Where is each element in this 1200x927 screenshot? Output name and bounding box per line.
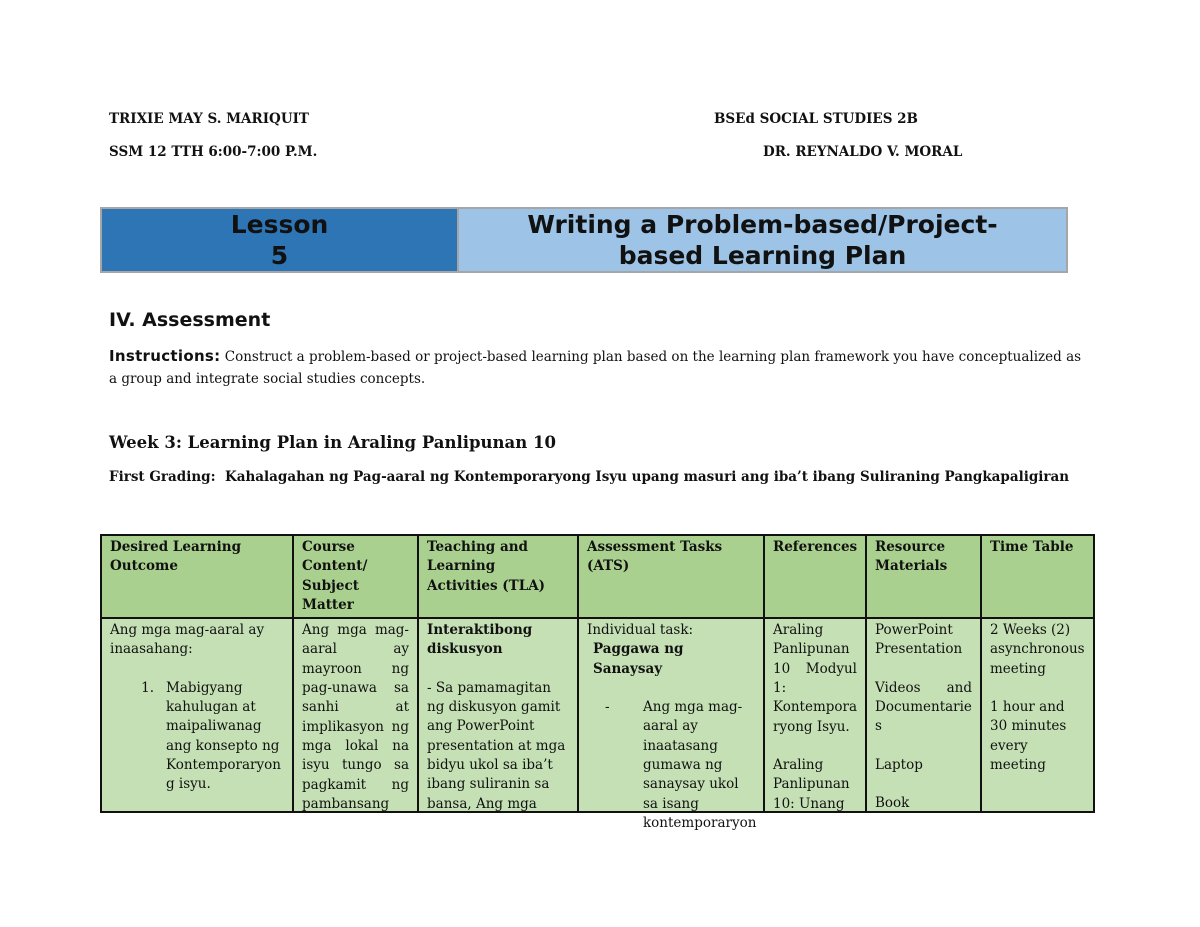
time-2: 1 hour and 30 minutes every meeting — [990, 699, 1067, 773]
header-resource-materials: Resource Materials — [866, 535, 981, 618]
grading-topic: Kahalagahan ng Pag-aaral ng Kontemporaryong Isyu upang masuri ang iba’t ibang Suliraning Pangkapaligiran — [224, 469, 1070, 485]
instructions — [109, 345, 1084, 390]
cell-course-content — [293, 618, 418, 812]
cell-time-table — [981, 618, 1094, 812]
cell-desired-learning-outcome — [101, 618, 293, 812]
cell-teaching-activities — [418, 618, 578, 812]
dlo-list-item — [110, 679, 284, 795]
content-text: Ang mga mag-aaral ay mayroon ng pag-unawa sa sanhi at implikasyon ng mga lokal na isyu tungo sa pagkamit ng pambansang — [302, 622, 409, 812]
course-section: BSEd SOCIAL STUDIES 2B — [714, 111, 918, 127]
header-course-content: Course Content/ Subject Matter — [293, 535, 418, 618]
class-schedule: SSM 12 TTH 6:00-7:00 P.M. — [109, 144, 318, 160]
tla-title: Interaktibong diskusyon — [427, 622, 533, 658]
time-1: 2 Weeks (2) asynchronous meeting — [990, 622, 1085, 677]
table-row — [101, 618, 1094, 812]
dlo-item-number: 1. — [141, 679, 154, 696]
header-desired-learning-outcome: Desired Learning Outcome — [101, 535, 293, 618]
instructions-text: Construct a problem-based or project-based learning plan based on the learning plan framework you have conceptualized as a group and integrate social studies concepts. — [109, 349, 1082, 387]
resource-3: Laptop — [875, 756, 923, 773]
lesson-number: 5 — [270, 241, 289, 270]
header-teaching-activities: Teaching and Learning Activities (TLA) — [418, 535, 578, 618]
ats-item-text: Ang mga mag-aaral ay inaatasang gumawa ng sanaysay ukol sa isang kontemporaryon — [643, 699, 757, 831]
lesson-title-line1: Writing a Problem-based/Project- — [527, 210, 998, 239]
learning-plan-table — [100, 534, 1095, 831]
header-assessment-tasks: Assessment Tasks (ATS) — [578, 535, 764, 618]
header-time-table: Time Table — [981, 535, 1094, 618]
reference-2: Araling Panlipunan 10: Unang — [773, 756, 850, 812]
grading-label: First Grading: — [109, 469, 216, 485]
section-heading: IV. Assessment — [109, 309, 271, 331]
ats-dash: - — [605, 699, 610, 716]
instructions-label: Instructions: — [109, 347, 221, 365]
lesson-number-box — [102, 209, 457, 271]
lesson-title-line2: based Learning Plan — [618, 241, 907, 270]
resource-1: PowerPoint Presentation — [875, 622, 963, 658]
ats-label: Individual task: — [587, 622, 694, 639]
instructor-name: DR. REYNALDO V. MORAL — [763, 144, 963, 160]
tla-text: - Sa pamamagitan ng diskusyon gamit ang PowerPoint presentation at mga bidyu ukol sa iba’t ibang suliranin sa bansa, Ang mga — [427, 679, 566, 812]
ats-title: Paggawa ng Sanaysay — [593, 641, 684, 677]
student-name: TRIXIE MAY S. MARIQUIT — [109, 111, 309, 127]
dlo-item-text: Mabigyang kahulugan at maipaliwanag ang konsepto ng Kontemporaryon g isyu. — [166, 679, 281, 793]
table-header-row — [101, 535, 1094, 618]
dlo-intro: Ang mga mag-aaral ay inaasahang: — [110, 622, 265, 658]
resource-4: Book — [875, 794, 910, 811]
lesson-title-box — [457, 209, 1066, 271]
grading-line — [109, 469, 1069, 485]
header-references: References — [764, 535, 866, 618]
reference-1: Araling Panlipunan 10 Modyul 1: Kontempora ryong Isyu. — [773, 622, 858, 735]
cell-assessment-tasks — [578, 618, 764, 831]
resource-2: Videos and Documentarie s — [875, 679, 972, 735]
ats-list-item — [587, 698, 755, 833]
lesson-label: Lesson — [230, 210, 329, 239]
lesson-banner — [100, 207, 1068, 273]
week-title: Week 3: Learning Plan in Araling Panlipunan 10 — [109, 433, 556, 452]
cell-resource-materials — [866, 618, 981, 812]
cell-references — [764, 618, 866, 812]
